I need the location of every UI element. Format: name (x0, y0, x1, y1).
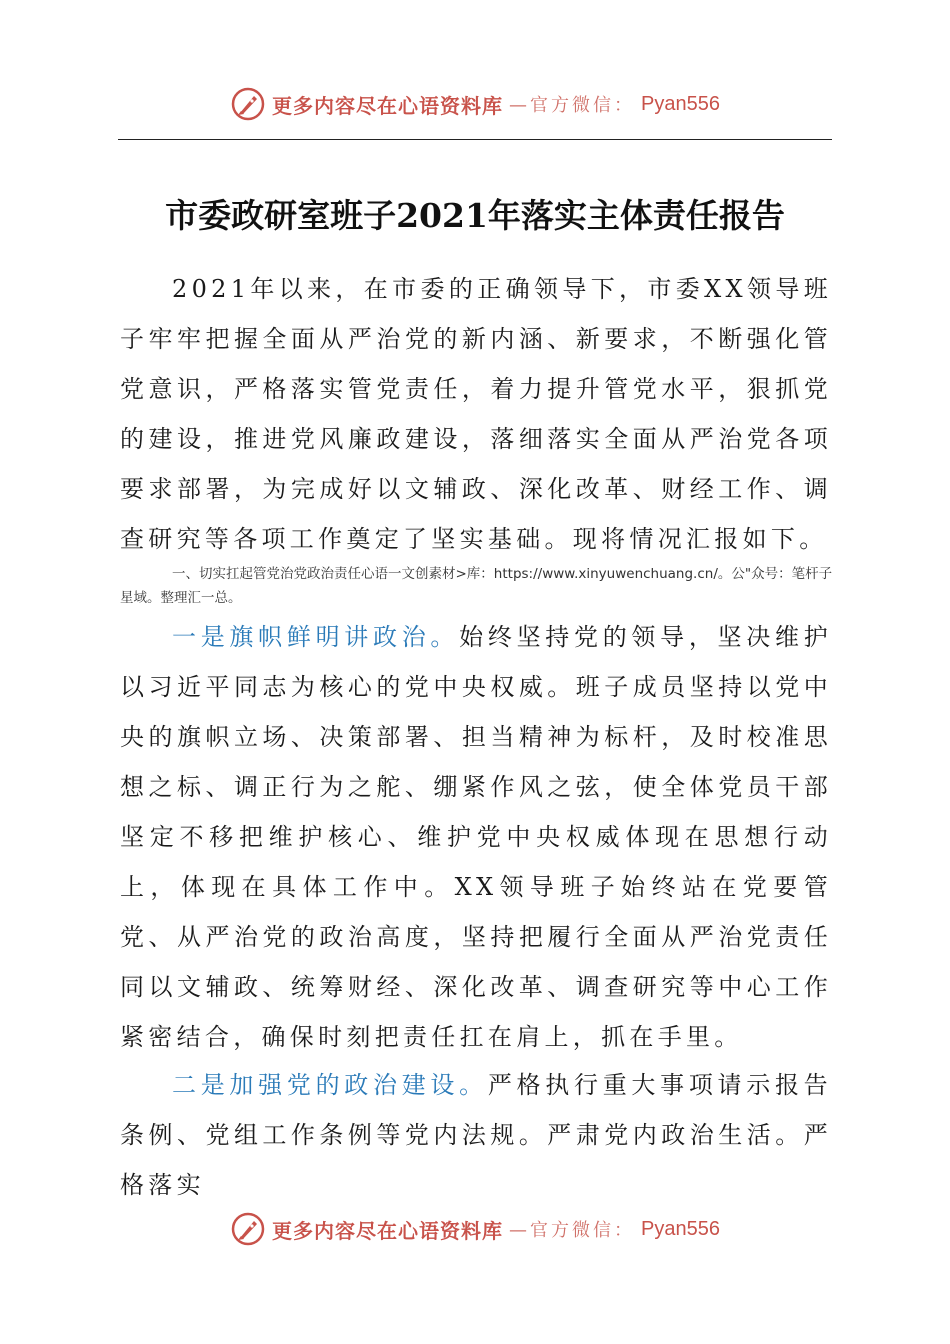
footer-banner (0, 1207, 950, 1251)
header-rule (118, 139, 832, 140)
document-title: 市委政研室班子2021年落实主体责任报告 (165, 196, 785, 235)
header-banner (0, 82, 950, 126)
point-2-body: 严格执行重大事项请示报告条例、党组工作条例等党内法规。严肃党内政治生活。严格落实 (120, 1071, 832, 1199)
banner-dash-text: —官方微信： (509, 1220, 636, 1241)
banner-text: 更多内容尽在心语资料库 (272, 1218, 504, 1243)
point-1-body: 始终坚持党的领导，坚决维护以习近平同志为核心的党中央权威。班子成员坚持以党中央的旗帜立场、决策部署、担当精神为标杆，及时校准思想之标、调正行为之舵、绷紧作风之弦，使全体党员干部坚定不移把维护核心、维护党中央权威体现在思想行动上，体现在具体工作中。XX领导班子始终站在党要管党、从严治党的政治高度，坚持把履行全面从严治党责任同以文辅政、统筹财经、深化改革、调查研究等中心工作紧密结合，确保时刻把责任扛在肩上，抓在手里。 (120, 623, 832, 1051)
point-2-lead: 二是加强党的政治建设。 (172, 1071, 488, 1099)
banner-wechat-id: Pyan556 (641, 1217, 720, 1240)
banner-text: 更多内容尽在心语资料库 (272, 93, 504, 118)
pen-nib-logo-icon (230, 1211, 266, 1247)
intro-paragraph: 2021年以来，在市委的正确领导下，市委XX领导班子牢牢把握全面从严治党的新内涵、新要求，不断强化管党意识，严格落实管党责任，着力提升管党水平，狠抓党的建设，推进党风廉政建设，落细落实全面从严治党各项要求部署，为完成好以文辅政、深化改革、财经工作、调查研究等各项工作奠定了坚实基础。现将情况汇报如下。 (120, 275, 832, 553)
point-1-lead: 一是旗帜鲜明讲政治。 (172, 623, 460, 651)
section-note: 一、切实扛起管党治党政治责任心语一文创素材>库：https://www.xinyuwenchuang.cn/。公"众号：笔杆子星域。整理汇一总。 (120, 566, 833, 606)
point-2-paragraph (120, 1060, 832, 1210)
banner-dash-text: —官方微信： (509, 95, 636, 116)
banner-wechat-id: Pyan556 (641, 92, 720, 115)
point-1-paragraph (120, 612, 832, 1062)
pen-nib-logo-icon (230, 86, 266, 122)
